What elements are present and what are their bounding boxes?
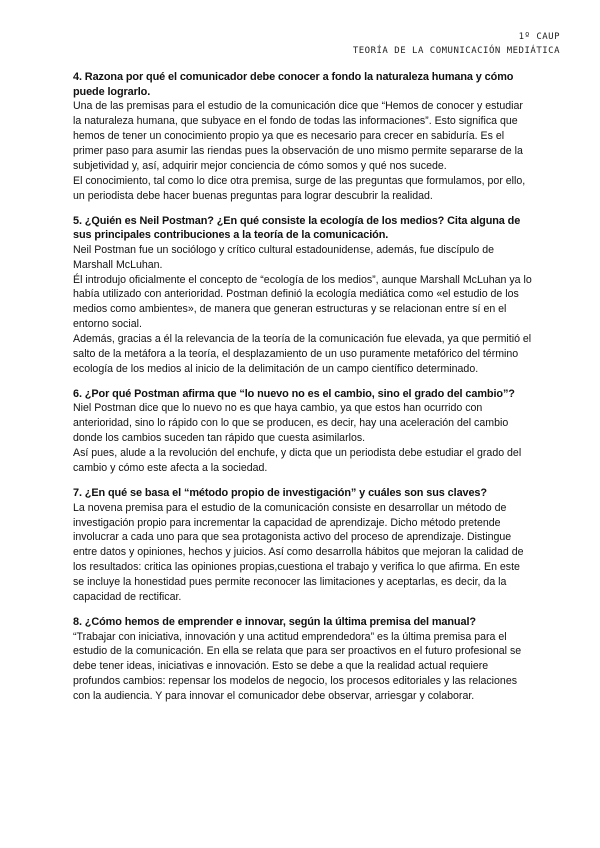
question-section-4 bbox=[73, 70, 533, 204]
page-header bbox=[353, 30, 560, 58]
answer-paragraph: La novena premisa para el estudio de la comunicación consiste en desarrollar un método de investigación propio para incrementar la capacidad de aprendizaje. Dicho método pretende involucrar a cada uno para que sea protagonista activo del proceso de aprendizaje. Distingue entre datos y opiniones, hechos y juicios. Así como desarrolla hábitos que mejoran la calidad de los resultados: critica las opiniones propias,cuestiona el trabajo y verifica lo que afirma. En este se incluye la honestidad pues permite reconocer las limitaciones y aceptarlas, es decir, da la capacidad de rectificar. bbox=[73, 501, 524, 604]
question-heading: 6. ¿Por qué Postman afirma que “lo nuevo no es el cambio, sino el grado del cambio”? bbox=[73, 387, 515, 400]
answer-paragraph: Neil Postman fue un sociólogo y crítico cultural estadounidense, además, fue discípulo de Marshall McLuhan. bbox=[73, 243, 495, 271]
answer-paragraph: “Trabajar con iniciativa, innovación y una actitud emprendedora” es la última premisa para el estudio de la comunicación. En ella se relata que para ser proactivos en el futuro profesional se debe tener ideas, iniciativas e innovación. Esto se debe a que la realidad actual requiere profundos cambios: repensar los modelos de negocio, los procesos editoriales y las relaciones con la audiencia. Y para innovar el comunicador debe observar, arriesgar y colaborar. bbox=[73, 630, 522, 703]
question-section-5 bbox=[73, 214, 533, 377]
answer-paragraph: Así pues, alude a la revolución del enchufe, y dicta que un periodista debe estudiar el grado del cambio y cómo este afecta a la sociedad. bbox=[73, 447, 522, 475]
question-section-7 bbox=[73, 486, 533, 605]
answer-paragraph: Niel Postman dice que lo nuevo no es que haya cambio, ya que estos han ocurrido con anterioridad, sino lo rápido con lo que se producen, es decir, hay una aceleración del cambio donde los cambios suceden tan rápido que cuesta asimilarlos. bbox=[73, 402, 509, 445]
course-label: 1º CAUP bbox=[518, 32, 560, 42]
question-heading: 8. ¿Cómo hemos de emprender e innovar, según la última premisa del manual? bbox=[73, 615, 476, 628]
question-heading: 7. ¿En qué se basa el “método propio de investigación” y cuáles son sus claves? bbox=[73, 487, 487, 499]
answer-paragraph: Él introdujo oficialmente el concepto de “ecología de los medios”, aunque Marshall McLuhan ya lo había utilizado con anterioridad. Postman definió la ecología mediática como «el estudio de los medios como ambientes», de manera que generan estructuras y se relacionan entre sí en el entorno social. bbox=[73, 273, 532, 331]
question-section-8 bbox=[73, 615, 533, 704]
question-section-6 bbox=[73, 387, 533, 476]
question-heading: 5. ¿Quién es Neil Postman? ¿En qué consiste la ecología de los medios? Cita alguna de sus principales contribuciones a la teoría de la comunicación. bbox=[73, 214, 521, 242]
subject-title: TEORÍA DE LA COMUNICACIÓN MEDIÁTICA bbox=[352, 46, 560, 56]
answer-paragraph: El conocimiento, tal como lo dice otra premisa, surge de las preguntas que formulamos, por ello, un periodista debe hacer buenas preguntas para lograr descubrir la realidad. bbox=[73, 174, 526, 202]
question-heading: 4. Razona por qué el comunicador debe conocer a fondo la naturaleza humana y cómo puede lograrlo. bbox=[73, 71, 514, 98]
document-body bbox=[73, 70, 533, 714]
answer-paragraph: Una de las premisas para el estudio de la comunicación dice que “Hemos de conocer y estudiar la naturaleza humana, que subyace en el fondo de todas las informaciones”. Esto significa que hemos de tener un conocimiento propio ya que es necesario para crecer en sabiduría. Es el primer paso para asumir las riendas pues la observación de uno mismo permite separarse de la subjetividad y, así, adquirir mejor conciencia de cómo somos y qué nos sucede. bbox=[73, 100, 523, 172]
answer-paragraph: Además, gracias a él la relevancia de la teoría de la comunicación fue elevada, ya que permitió el salto de la metáfora a la teoría, el desplazamiento de un uso puramente metafórico del término ecología de los medios al inicio de la delimitación de un campo científico determinado. bbox=[73, 333, 532, 375]
